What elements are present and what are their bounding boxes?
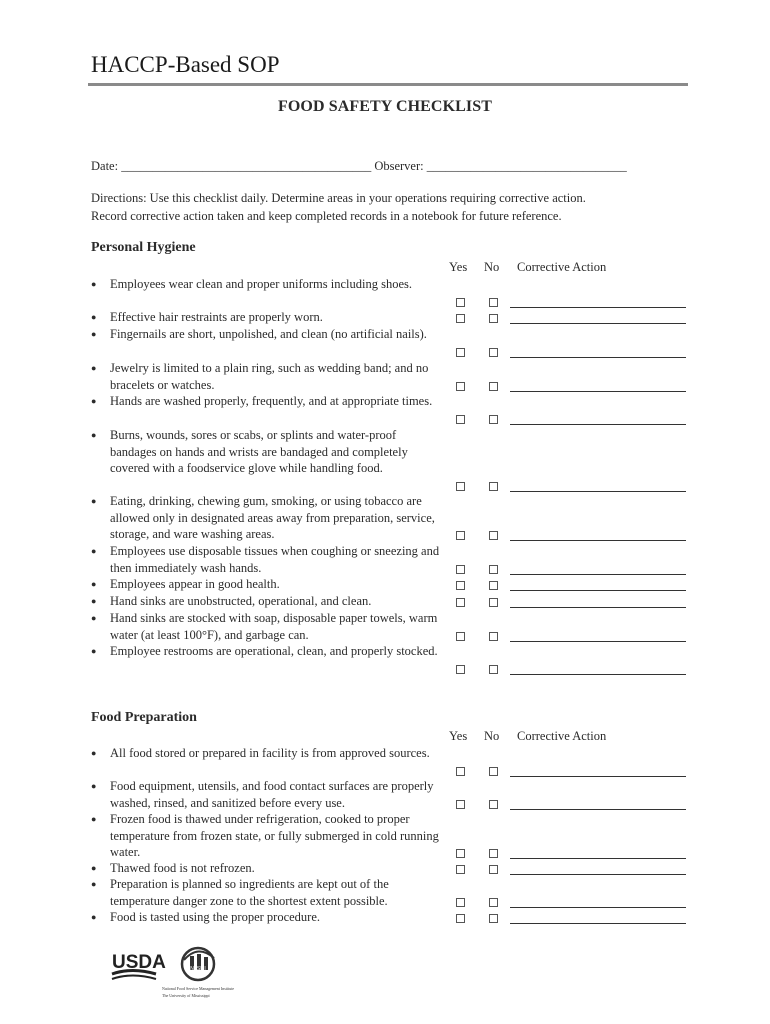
no-checkbox[interactable] xyxy=(489,415,498,424)
no-checkbox[interactable] xyxy=(489,914,498,923)
no-checkbox[interactable] xyxy=(489,865,498,874)
no-checkbox[interactable] xyxy=(489,898,498,907)
checklist-item-text: Preparation is planned so ingredients are kept out of the temperature danger zone to the shortest extent possible. xyxy=(110,877,389,908)
bullet-icon: ● xyxy=(91,430,97,440)
bullet-icon: ● xyxy=(91,879,97,889)
no-checkbox[interactable] xyxy=(489,482,498,491)
bullet-icon: ● xyxy=(91,863,97,873)
column-no-header: No xyxy=(484,729,500,743)
corrective-action-field[interactable] xyxy=(510,809,686,810)
no-checkbox[interactable] xyxy=(489,298,498,307)
checklist-item-text: Employees use disposable tissues when coughing or sneezing and then immediately wash hands. xyxy=(110,544,440,575)
checklist-item-text: Food equipment, utensils, and food contact surfaces are properly washed, rinsed, and sanitized before every use. xyxy=(110,779,434,810)
corrective-action-field[interactable] xyxy=(510,641,686,642)
checklist-item-text: Frozen food is thawed under refrigeration, cooked to proper temperature from frozen state, or fully submerged in cold running water. xyxy=(110,812,439,860)
usda-nfsmi-logos xyxy=(110,940,250,1006)
corrective-action-field[interactable] xyxy=(510,307,686,308)
checklist-item-text: Jewelry is limited to a plain ring, such as wedding band; and no bracelets or watches. xyxy=(110,361,429,392)
no-checkbox[interactable] xyxy=(489,632,498,641)
header-divider xyxy=(88,83,688,86)
bullet-icon: ● xyxy=(91,579,97,589)
bullet-icon: ● xyxy=(91,748,97,758)
yes-checkbox[interactable] xyxy=(456,565,465,574)
yes-checkbox[interactable] xyxy=(456,598,465,607)
checklist-item-text: Eating, drinking, chewing gum, smoking, or using tobacco are allowed only in designated areas away from preparation, service, storage, and ware washing areas. xyxy=(110,494,435,542)
corrective-action-field[interactable] xyxy=(510,776,686,777)
yes-checkbox[interactable] xyxy=(456,898,465,907)
column-no-header: No xyxy=(484,260,500,274)
yes-checkbox[interactable] xyxy=(456,382,465,391)
no-checkbox[interactable] xyxy=(489,348,498,357)
column-yes-header: Yes xyxy=(449,729,468,743)
directions-line-2: Record corrective action taken and keep completed records in a notebook for future reference. xyxy=(91,209,562,223)
yes-checkbox[interactable] xyxy=(456,767,465,776)
bullet-icon: ● xyxy=(91,781,97,791)
yes-checkbox[interactable] xyxy=(456,531,465,540)
yes-checkbox[interactable] xyxy=(456,800,465,809)
section-heading-food-preparation: Food Preparation xyxy=(91,710,197,725)
yes-checkbox[interactable] xyxy=(456,632,465,641)
bullet-icon: ● xyxy=(91,329,97,339)
bullet-icon: ● xyxy=(91,814,97,824)
yes-checkbox[interactable] xyxy=(456,865,465,874)
corrective-action-field[interactable] xyxy=(510,540,686,541)
no-checkbox[interactable] xyxy=(489,565,498,574)
corrective-action-field[interactable] xyxy=(510,491,686,492)
column-corrective-action-header: Corrective Action xyxy=(517,729,607,743)
corrective-action-field[interactable] xyxy=(510,858,686,859)
bullet-icon: ● xyxy=(91,646,97,656)
yes-checkbox[interactable] xyxy=(456,581,465,590)
checklist-item-text: Hand sinks are unobstructed, operational, and clean. xyxy=(110,594,372,608)
no-checkbox[interactable] xyxy=(489,598,498,607)
no-checkbox[interactable] xyxy=(489,314,498,323)
checklist-item-text: Effective hair restraints are properly worn. xyxy=(110,310,323,324)
date-observer-line: Date: ________________________________________ Observer: ________________________________ xyxy=(91,159,627,173)
corrective-action-field[interactable] xyxy=(510,674,686,675)
no-checkbox[interactable] xyxy=(489,581,498,590)
corrective-action-field[interactable] xyxy=(510,907,686,908)
bullet-icon: ● xyxy=(91,312,97,322)
bullet-icon: ● xyxy=(91,596,97,606)
bullet-icon: ● xyxy=(91,496,97,506)
corrective-action-field[interactable] xyxy=(510,923,686,924)
corrective-action-field[interactable] xyxy=(510,874,686,875)
checklist-item-text: Burns, wounds, sores or scabs, or splints and water-proof bandages on hands and wrists are bandaged and completely covered with a foodservice glove while handling food. xyxy=(110,428,408,476)
no-checkbox[interactable] xyxy=(489,849,498,858)
corrective-action-field[interactable] xyxy=(510,424,686,425)
yes-checkbox[interactable] xyxy=(456,849,465,858)
corrective-action-field[interactable] xyxy=(510,357,686,358)
corrective-action-field[interactable] xyxy=(510,607,686,608)
document-header-title: HACCP-Based SOP xyxy=(91,52,280,77)
yes-checkbox[interactable] xyxy=(456,914,465,923)
usda-logo-text: USDA xyxy=(112,952,166,973)
corrective-action-field[interactable] xyxy=(510,590,686,591)
checklist-item-text: Employees appear in good health. xyxy=(110,577,280,591)
column-corrective-action-header: Corrective Action xyxy=(517,260,607,274)
bullet-icon: ● xyxy=(91,613,97,623)
checklist-item-text: Hands are washed properly, frequently, and at appropriate times. xyxy=(110,394,433,408)
yes-checkbox[interactable] xyxy=(456,314,465,323)
checklist-title: FOOD SAFETY CHECKLIST xyxy=(278,98,492,115)
corrective-action-field[interactable] xyxy=(510,391,686,392)
yes-checkbox[interactable] xyxy=(456,298,465,307)
no-checkbox[interactable] xyxy=(489,531,498,540)
no-checkbox[interactable] xyxy=(489,382,498,391)
no-checkbox[interactable] xyxy=(489,665,498,674)
yes-checkbox[interactable] xyxy=(456,482,465,491)
checklist-item-text: Food is tasted using the proper procedure. xyxy=(110,910,321,924)
no-checkbox[interactable] xyxy=(489,767,498,776)
column-yes-header: Yes xyxy=(449,260,468,274)
checklist-item-text: Employee restrooms are operational, clean, and properly stocked. xyxy=(110,644,438,658)
corrective-action-field[interactable] xyxy=(510,574,686,575)
checklist-item-text: All food stored or prepared in facility is from approved sources. xyxy=(110,746,430,760)
yes-checkbox[interactable] xyxy=(456,415,465,424)
bullet-icon: ● xyxy=(91,279,97,289)
bullet-icon: ● xyxy=(91,546,97,556)
yes-checkbox[interactable] xyxy=(456,348,465,357)
yes-checkbox[interactable] xyxy=(456,665,465,674)
no-checkbox[interactable] xyxy=(489,800,498,809)
nfsmi-caption-2: The University of Mississippi xyxy=(162,993,210,998)
nfsmi-caption-1: National Food Service Management Institute xyxy=(162,986,234,991)
corrective-action-field[interactable] xyxy=(510,323,686,324)
bullet-icon: ● xyxy=(91,363,97,373)
directions-line-1: Directions: Use this checklist daily. Determine areas in your operations requiring corrective action. xyxy=(91,191,586,205)
footer-logos xyxy=(110,940,250,1006)
checklist-item-text: Employees wear clean and proper uniforms including shoes. xyxy=(110,277,412,291)
checklist-item-text: Thawed food is not refrozen. xyxy=(110,861,255,875)
bullet-icon: ● xyxy=(91,912,97,922)
bullet-icon: ● xyxy=(91,396,97,406)
nfsmi-logo-text: NFSMI xyxy=(190,966,206,972)
checklist-item-text: Fingernails are short, unpolished, and clean (no artificial nails). xyxy=(110,327,427,341)
checklist-item-text: Hand sinks are stocked with soap, disposable paper towels, warm water (at least 100°F), and garbage can. xyxy=(110,611,438,642)
section-heading-personal-hygiene: Personal Hygiene xyxy=(91,240,196,255)
